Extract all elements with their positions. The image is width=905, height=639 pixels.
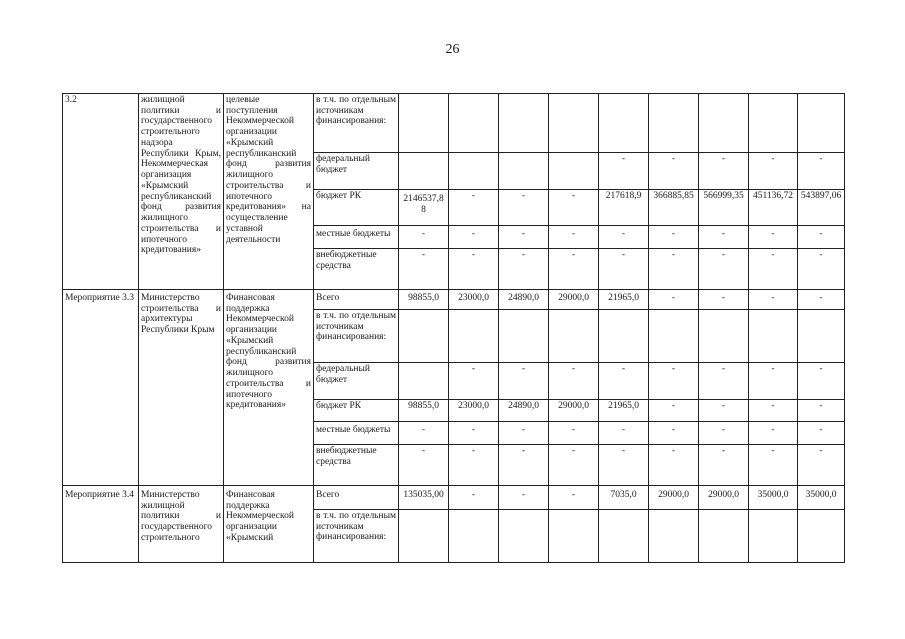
value-cell: - <box>549 486 599 510</box>
value-cell: - <box>499 363 549 400</box>
value-cell: 23000,0 <box>449 400 499 422</box>
activity-cell: Финансовая поддержка Некоммерческой организации «Крымский <box>224 486 314 563</box>
value-cell: - <box>649 226 699 249</box>
value-cell: - <box>649 445 699 486</box>
value-cell <box>649 94 699 153</box>
value-cell <box>699 94 749 153</box>
activity-cell: Финансовая поддержка Некоммерческой организации «Крымский республиканский фонд развития жилищного строительства и ипотечного кредитования» <box>224 290 314 486</box>
value-cell: - <box>399 226 449 249</box>
source-cell: в т.ч. по отдельным источникам финансирования: <box>314 94 399 153</box>
value-cell <box>549 510 599 563</box>
value-cell: 135035,00 <box>399 486 449 510</box>
value-cell: - <box>699 153 749 190</box>
executor-cell: Министерство жилищной политики и государственного строительного <box>139 486 224 563</box>
value-cell: - <box>749 226 798 249</box>
value-cell: - <box>449 249 499 290</box>
value-cell: - <box>449 486 499 510</box>
value-cell: - <box>399 422 449 445</box>
budget-table <box>62 93 845 563</box>
value-cell <box>399 310 449 363</box>
value-cell: - <box>449 422 499 445</box>
source-cell: Всего <box>314 290 399 310</box>
source-cell: федеральный бюджет <box>314 363 399 400</box>
value-cell <box>599 310 649 363</box>
executor-cell: жилищной политики и государственного строительного надзора Республики Крым, Некоммерческая организация «Крымский республиканский фонд развития жилищного строительства и ипотечного кредитования» <box>139 94 224 290</box>
value-cell: - <box>599 249 649 290</box>
value-cell <box>649 510 699 563</box>
value-cell <box>449 310 499 363</box>
value-cell: - <box>798 226 845 249</box>
value-cell: - <box>549 363 599 400</box>
value-cell: - <box>649 422 699 445</box>
value-cell: 2146537,88 <box>399 190 449 226</box>
value-cell: - <box>798 445 845 486</box>
source-cell: местные бюджеты <box>314 226 399 249</box>
value-cell <box>549 94 599 153</box>
table-row <box>63 290 845 310</box>
value-cell: 24890,0 <box>499 400 549 422</box>
value-cell <box>798 510 845 563</box>
source-cell: внебюджетные средства <box>314 249 399 290</box>
value-cell: 35000,0 <box>749 486 798 510</box>
page-number: 26 <box>445 42 460 57</box>
value-cell: 7035,0 <box>599 486 649 510</box>
value-cell <box>649 310 699 363</box>
value-cell: 29000,0 <box>699 486 749 510</box>
source-cell: бюджет РК <box>314 190 399 226</box>
value-cell: - <box>749 249 798 290</box>
value-cell: - <box>649 153 699 190</box>
value-cell: - <box>549 445 599 486</box>
value-cell <box>499 153 549 190</box>
source-cell: Всего <box>314 486 399 510</box>
value-cell <box>749 310 798 363</box>
value-cell <box>399 153 449 190</box>
value-cell <box>549 310 599 363</box>
value-cell: - <box>749 290 798 310</box>
value-cell: - <box>699 422 749 445</box>
value-cell: - <box>599 445 649 486</box>
value-cell: 29000,0 <box>549 400 599 422</box>
value-cell: - <box>499 422 549 445</box>
value-cell: - <box>699 445 749 486</box>
value-cell: 23000,0 <box>449 290 499 310</box>
value-cell: 29000,0 <box>649 486 699 510</box>
value-cell <box>749 94 798 153</box>
value-cell: 98855,0 <box>399 400 449 422</box>
value-cell <box>798 310 845 363</box>
executor-cell: Министерство строительства и архитектуры Республики Крым <box>139 290 224 486</box>
value-cell: 217618,9 <box>599 190 649 226</box>
value-cell: 21965,0 <box>599 290 649 310</box>
value-cell: - <box>699 400 749 422</box>
value-cell: - <box>749 445 798 486</box>
value-cell: - <box>649 290 699 310</box>
value-cell <box>499 310 549 363</box>
value-cell: - <box>399 445 449 486</box>
table-row <box>63 486 845 510</box>
measure-id: Мероприятие 3.3 <box>63 290 139 486</box>
value-cell: - <box>798 290 845 310</box>
value-cell: - <box>798 400 845 422</box>
value-cell: - <box>449 226 499 249</box>
value-cell <box>599 94 649 153</box>
value-cell: - <box>699 226 749 249</box>
source-cell: внебюджетные средства <box>314 445 399 486</box>
value-cell: 24890,0 <box>499 290 549 310</box>
value-cell: - <box>599 226 649 249</box>
value-cell: - <box>449 363 499 400</box>
value-cell: - <box>798 422 845 445</box>
value-cell: - <box>499 190 549 226</box>
value-cell <box>499 510 549 563</box>
value-cell: - <box>599 422 649 445</box>
value-cell: - <box>699 249 749 290</box>
value-cell: - <box>798 249 845 290</box>
value-cell: - <box>649 249 699 290</box>
measure-id: 3.2 <box>63 94 139 290</box>
value-cell: - <box>699 363 749 400</box>
source-cell: в т.ч. по отдельным источникам финансирования: <box>314 310 399 363</box>
value-cell <box>499 94 549 153</box>
value-cell <box>798 94 845 153</box>
value-cell <box>449 94 499 153</box>
value-cell: 21965,0 <box>599 400 649 422</box>
value-cell <box>749 510 798 563</box>
table-row <box>63 94 845 153</box>
value-cell: - <box>499 249 549 290</box>
value-cell: - <box>749 153 798 190</box>
value-cell: - <box>449 190 499 226</box>
value-cell <box>399 363 449 400</box>
value-cell: - <box>749 363 798 400</box>
source-cell: федеральный бюджет <box>314 153 399 190</box>
value-cell: 366885,85 <box>649 190 699 226</box>
value-cell <box>399 510 449 563</box>
value-cell: - <box>499 445 549 486</box>
value-cell: - <box>649 400 699 422</box>
value-cell <box>399 94 449 153</box>
source-cell: местные бюджеты <box>314 422 399 445</box>
value-cell <box>549 153 599 190</box>
value-cell: 543897,06 <box>798 190 845 226</box>
value-cell: - <box>399 249 449 290</box>
value-cell: - <box>798 363 845 400</box>
source-cell: в т.ч. по отдельным источникам финансирования: <box>314 510 399 563</box>
value-cell: - <box>599 363 649 400</box>
value-cell: - <box>549 190 599 226</box>
activity-cell: целевые поступления Некоммерческой организации «Крымский республиканский фонд развития жилищного строительства и ипотечного кредитования» на осуществление уставной деятельности <box>224 94 314 290</box>
value-cell: - <box>699 290 749 310</box>
value-cell <box>699 310 749 363</box>
value-cell: 566999,35 <box>699 190 749 226</box>
value-cell: 98855,0 <box>399 290 449 310</box>
measure-id: Мероприятие 3.4 <box>63 486 139 563</box>
value-cell <box>599 510 649 563</box>
value-cell: 35000,0 <box>798 486 845 510</box>
value-cell: 29000,0 <box>549 290 599 310</box>
value-cell: 451136,72 <box>749 190 798 226</box>
value-cell <box>449 153 499 190</box>
value-cell: - <box>499 486 549 510</box>
value-cell: - <box>499 226 549 249</box>
value-cell: - <box>798 153 845 190</box>
value-cell: - <box>549 226 599 249</box>
value-cell: - <box>449 445 499 486</box>
value-cell <box>699 510 749 563</box>
value-cell: - <box>649 363 699 400</box>
value-cell: - <box>749 400 798 422</box>
value-cell <box>449 510 499 563</box>
value-cell: - <box>549 249 599 290</box>
value-cell: - <box>599 153 649 190</box>
value-cell: - <box>749 422 798 445</box>
value-cell: - <box>549 422 599 445</box>
source-cell: бюджет РК <box>314 400 399 422</box>
